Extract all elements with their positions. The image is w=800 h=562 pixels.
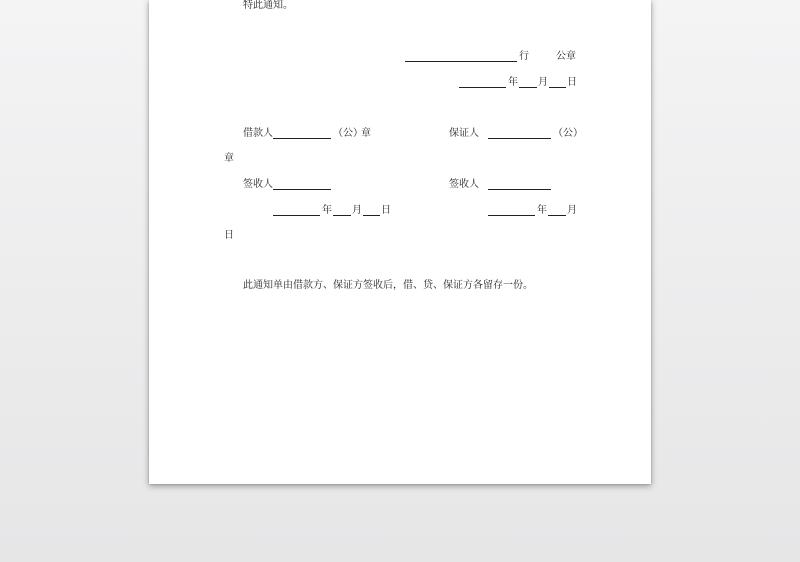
notice-year-label: 年 xyxy=(508,77,518,88)
receiver-right-month-blank xyxy=(548,215,566,216)
guarantor-label: 保证人 xyxy=(449,128,479,139)
document-page xyxy=(149,0,651,484)
receiver-left-year-label: 年 xyxy=(322,205,332,216)
receiver-left-label: 签收人 xyxy=(243,179,273,190)
receiver-left-month-blank xyxy=(333,215,351,216)
notice-month-blank xyxy=(519,87,537,88)
bank-suffix: 行 xyxy=(519,51,529,62)
guarantor-name-blank xyxy=(488,138,551,139)
receiver-right-label: 签收人 xyxy=(449,179,479,190)
borrower-seal-paren: （公） xyxy=(333,128,363,139)
receiver-right-name-blank xyxy=(488,189,551,190)
footer-note: 此通知单由借款方、保证方签收后，借、贷、保证方各留存一份。 xyxy=(243,280,533,291)
guarantor-seal-paren: （公） xyxy=(553,128,583,139)
closing-text: 特此通知。 xyxy=(243,0,293,11)
borrower-name-blank xyxy=(273,138,331,139)
bank-seal-label: 公章 xyxy=(556,51,576,62)
wrapped-day-char: 日 xyxy=(224,230,234,241)
receiver-right-year-blank xyxy=(488,215,535,216)
receiver-left-name-blank xyxy=(273,189,331,190)
receiver-left-month-label: 月 xyxy=(352,205,362,216)
notice-day-label: 日 xyxy=(567,77,577,88)
receiver-right-year-label: 年 xyxy=(537,205,547,216)
receiver-left-year-blank xyxy=(273,215,320,216)
borrower-label: 借款人 xyxy=(243,128,273,139)
borrower-seal-char: 章 xyxy=(361,128,371,139)
receiver-right-month-label: 月 xyxy=(567,205,577,216)
bank-name-blank xyxy=(405,61,517,62)
notice-day-blank xyxy=(549,87,566,88)
receiver-left-day-label: 日 xyxy=(381,205,391,216)
wrapped-seal-char: 章 xyxy=(224,153,234,164)
notice-month-label: 月 xyxy=(538,77,548,88)
notice-year-blank xyxy=(459,87,506,88)
receiver-left-day-blank xyxy=(363,215,380,216)
